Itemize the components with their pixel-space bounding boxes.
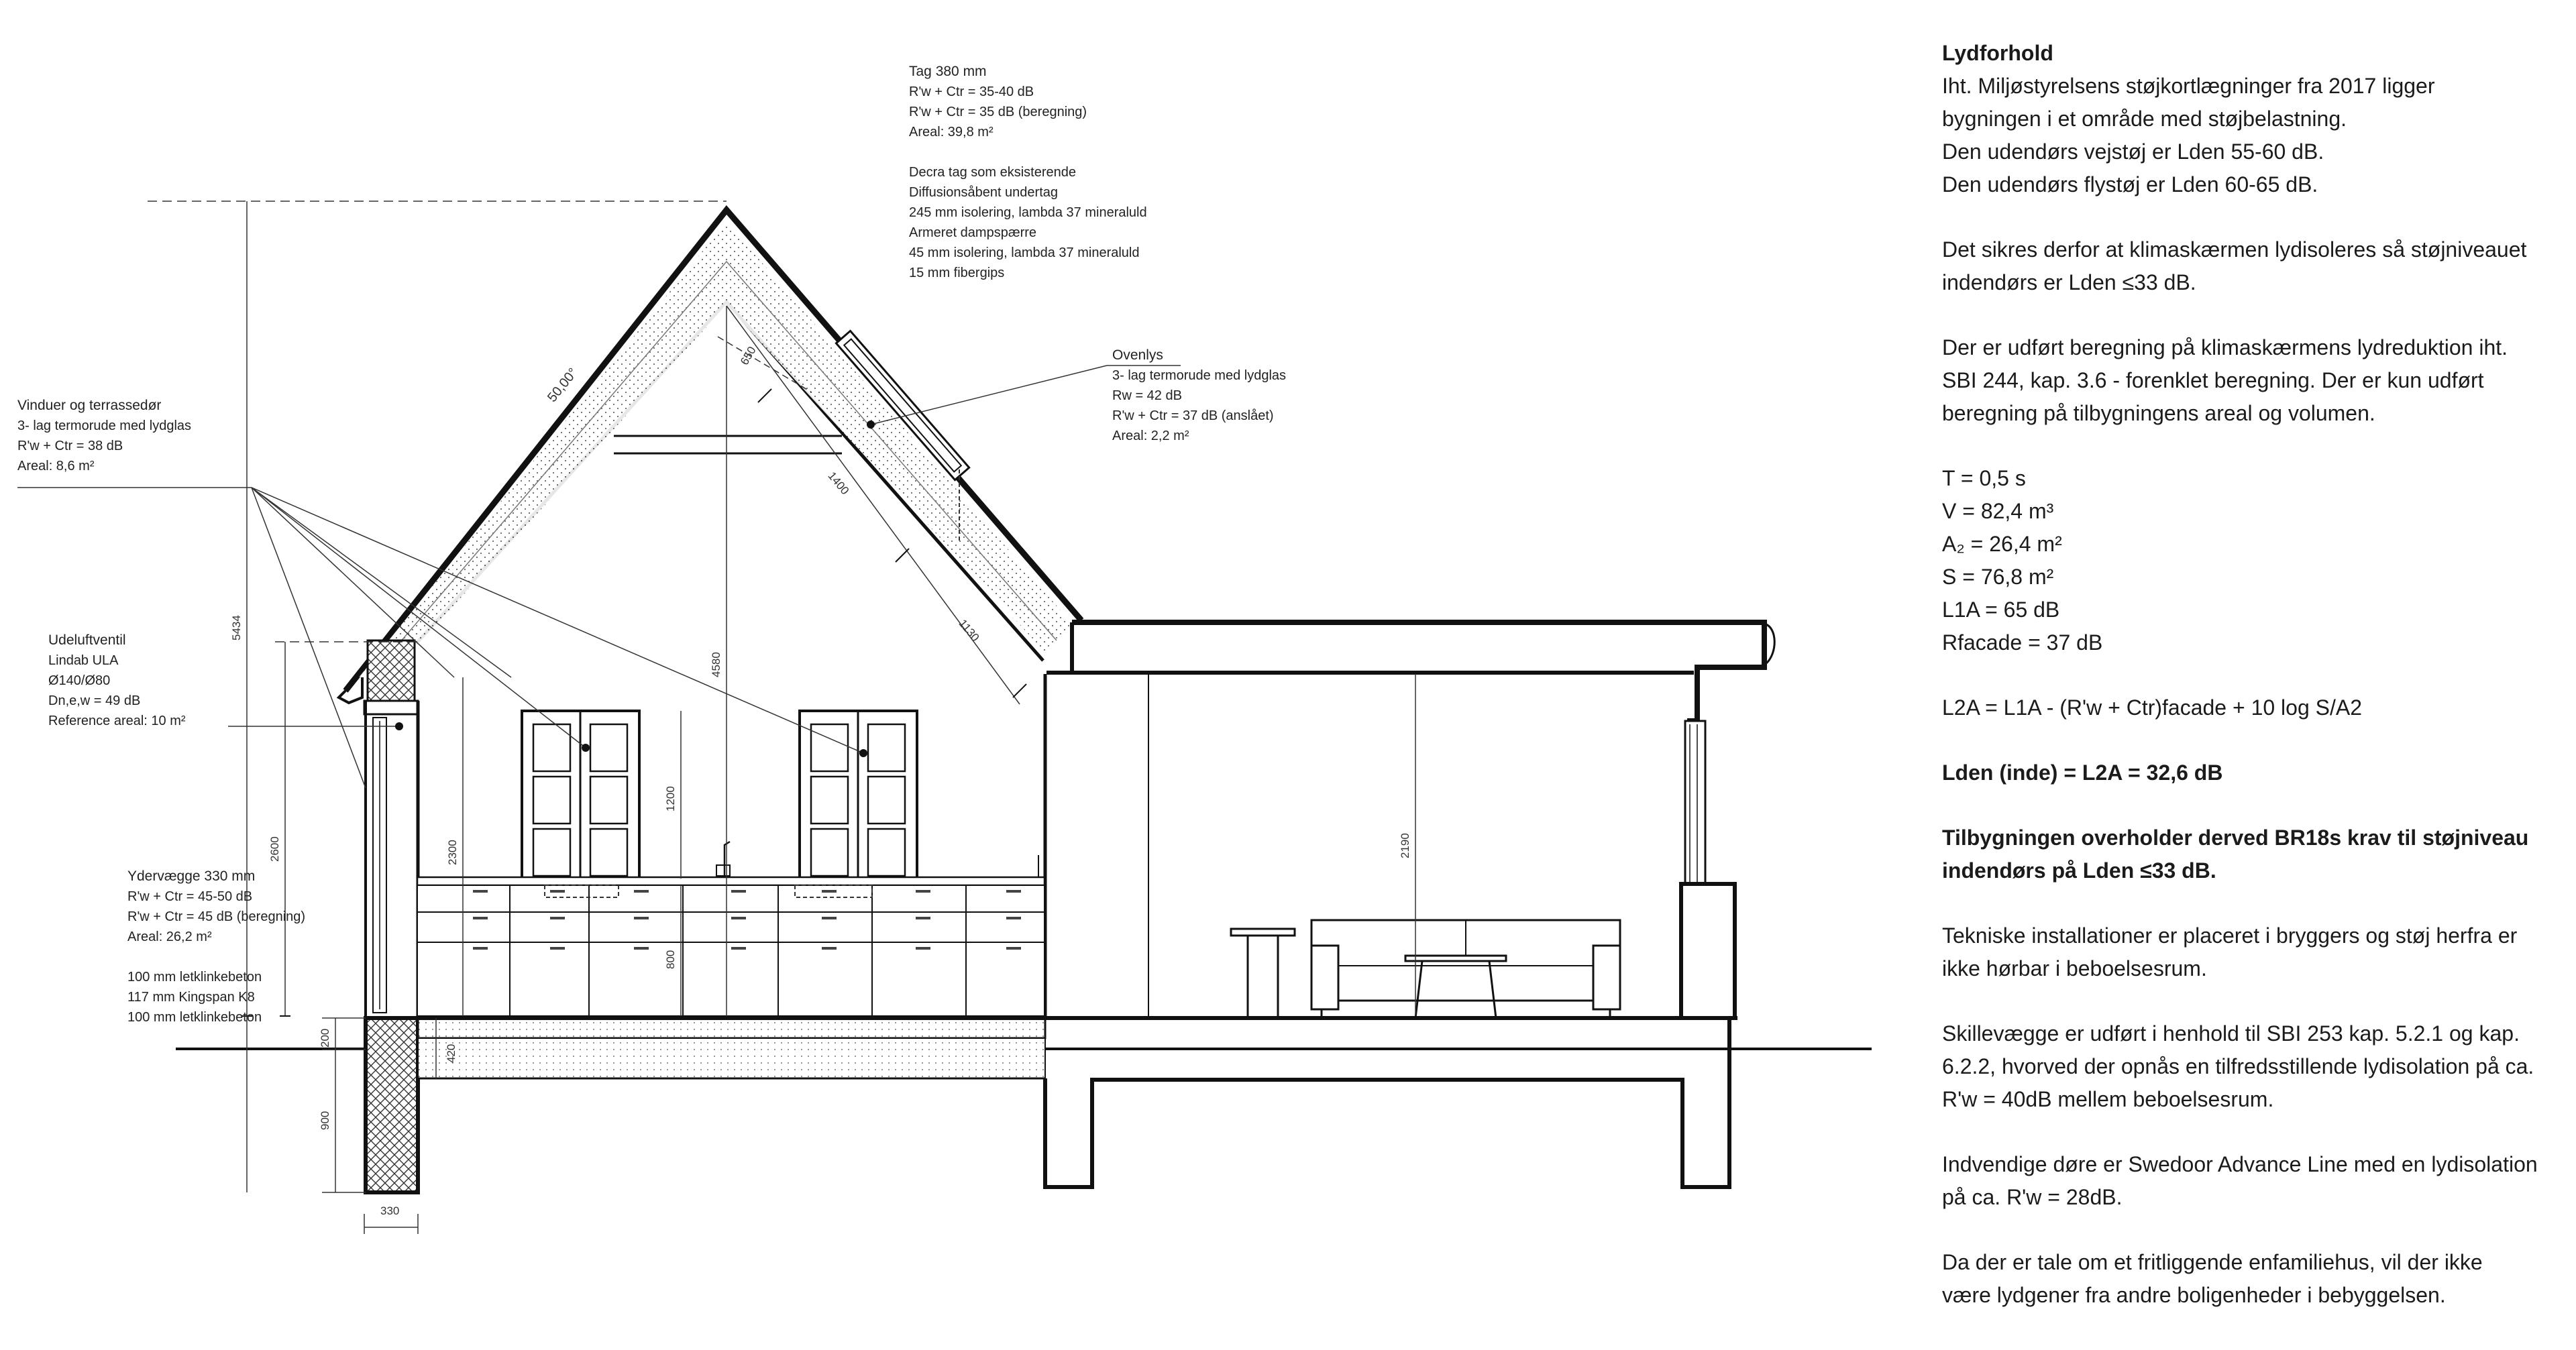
text-p5-1: Skillevægge er udført i henhold til SBI 253 kap. 5.2.1 og kap. — [1942, 1021, 2520, 1046]
dim-420: 420 — [445, 1044, 458, 1063]
text-p2-1: Det sikres derfor at klimaskærmen lydisoleres så støjniveauet — [1942, 237, 2527, 262]
ovenlys-title: Ovenlys — [1112, 347, 1163, 363]
formula-s: S = 76,8 m² — [1942, 565, 2054, 589]
text-p6-2: på ca. R'w = 28dB. — [1942, 1185, 2123, 1209]
label-ydervaegge — [127, 866, 305, 1027]
foundation-left — [366, 1018, 1045, 1192]
formula-a2: A₂ = 26,4 m² — [1942, 532, 2062, 556]
tag-rw1: R'w + Ctr = 35-40 dB — [909, 85, 1034, 99]
text-p7-1: Da der er tale om et fritliggende enfamiliehus, vil der ikke — [1942, 1250, 2483, 1274]
ovenlys-l3: R'w + Ctr = 37 dB (anslået) — [1112, 408, 1274, 423]
dim-5434: 5434 — [230, 615, 243, 640]
vinduer-l2: R'w + Ctr = 38 dB — [17, 439, 123, 453]
text-p1-4: Den udendørs flystøj er Lden 60-65 dB. — [1942, 172, 2318, 196]
text-p3-1: Der er udført beregning på klimaskærmens lydreduktion iht. — [1942, 335, 2508, 359]
udeluft-l4: Reference areal: 10 m² — [48, 714, 186, 728]
collar-beam — [614, 436, 842, 453]
ydervaegge-build-1: 100 mm letklinkebeton — [127, 970, 262, 985]
dim-330: 330 — [380, 1204, 400, 1217]
text-p6-1: Indvendige døre er Swedoor Advance Line med en lydisolation — [1942, 1152, 2538, 1176]
tag-build-5: 45 mm isolering, lambda 37 mineraluld — [909, 245, 1140, 260]
ydervaegge-l2: R'w + Ctr = 45 dB (beregning) — [127, 909, 306, 924]
left-exterior-wall — [364, 640, 418, 1016]
text-heading: Lydforhold — [1942, 41, 2053, 65]
dim-800: 800 — [664, 950, 677, 969]
formula-result: Lden (inde) = L2A = 32,6 dB — [1942, 761, 2223, 785]
tag-rw2: R'w + Ctr = 35 dB (beregning) — [909, 105, 1087, 119]
ovenlys-l4: Areal: 2,2 m² — [1112, 429, 1189, 443]
dim-1200: 1200 — [664, 786, 677, 811]
udeluft-title: Udeluftventil — [48, 632, 126, 648]
ydervaegge-title: Ydervægge 330 mm — [127, 868, 256, 884]
text-p1-3: Den udendørs vejstøj er Lden 55-60 dB. — [1942, 139, 2324, 164]
dim-roof-angle: 50,00° — [545, 365, 581, 405]
text-p3-3: beregning på tilbygningens areal og volumen. — [1942, 401, 2375, 425]
text-p2-2: indendørs er Lden ≤33 dB. — [1942, 270, 2196, 294]
udeluft-l1: Lindab ULA — [48, 653, 119, 668]
label-udeluftventil — [48, 630, 186, 731]
dim-1400: 1400 — [825, 469, 852, 498]
kitchen-cabinets — [417, 842, 1044, 1016]
text-p3-2: SBI 244, kap. 3.6 - forenklet beregning. Der er kun udført — [1942, 368, 2484, 392]
dim-2300: 2300 — [446, 840, 459, 865]
dim-900: 900 — [319, 1111, 331, 1130]
udeluft-l2: Ø140/Ø80 — [48, 673, 111, 688]
ovenlys-l2: Rw = 42 dB — [1112, 388, 1182, 403]
text-conclusion-2: indendørs på Lden ≤33 dB. — [1942, 858, 2216, 883]
tag-build-6: 15 mm fibergips — [909, 266, 1005, 280]
ydervaegge-l3: Areal: 26,2 m² — [127, 930, 212, 944]
furniture-side-table — [1231, 929, 1295, 1018]
ydervaegge-build-3: 100 mm letklinkebeton — [127, 1010, 262, 1025]
formula-v: V = 82,4 m³ — [1942, 499, 2054, 523]
dim-4580: 4580 — [710, 652, 722, 677]
acoustics-text-panel — [1942, 37, 2566, 1344]
vinduer-l3: Areal: 8,6 m² — [17, 459, 95, 473]
text-conclusion-1: Tilbygningen overholder derved BR18s krav til støjniveau — [1942, 826, 2529, 850]
udeluft-l3: Dn,e,w = 49 dB — [48, 693, 141, 708]
dim-2190: 2190 — [1399, 833, 1411, 858]
tag-build-1: Decra tag som eksisterende — [909, 165, 1077, 180]
furniture-sofa — [1311, 920, 1620, 1018]
dim-1130: 1130 — [956, 617, 982, 644]
label-ovenlys — [1112, 345, 1286, 446]
label-tag — [909, 62, 1147, 283]
ydervaegge-build-2: 117 mm Kingspan K8 — [127, 990, 255, 1005]
text-p5-3: R'w = 40dB mellem beboelsesrum. — [1942, 1087, 2274, 1111]
window-left — [522, 711, 639, 879]
tag-build-4: Armeret dampspærre — [909, 225, 1037, 240]
text-p1-2: bygningen i et område med støjbelastning. — [1942, 107, 2347, 131]
tag-build-3: 245 mm isolering, lambda 37 mineraluld — [909, 205, 1147, 220]
formula-l2a: L2A = L1A - (R'w + Ctr)facade + 10 log S/A2 — [1942, 695, 2363, 720]
window-right — [800, 711, 917, 879]
text-p5-2: 6.2.2, hvorved der opnås en tilfredsstillende lydisolation på ca. — [1942, 1054, 2534, 1078]
tag-title: Tag 380 mm — [909, 64, 987, 79]
text-p4-1: Tekniske installationer er placeret i bryggers og støj herfra er — [1942, 923, 2518, 948]
formula-l1a: L1A = 65 dB — [1942, 598, 2060, 622]
label-vinduer — [17, 396, 191, 476]
tag-build-2: Diffusionsåbent undertag — [909, 185, 1059, 200]
text-p7-2: være lydgener fra andre boligenheder i bebyggelsen. — [1942, 1283, 2446, 1307]
text-p1-1: Iht. Miljøstyrelsens støjkortlægninger fra 2017 ligger — [1942, 74, 2435, 98]
formula-t: T = 0,5 s — [1942, 466, 2026, 490]
vinduer-title: Vinduer og terrassedør — [17, 398, 162, 413]
text-p4-2: ikke hørbar i beboelsesrum. — [1942, 956, 2207, 980]
dim-200: 200 — [319, 1028, 331, 1048]
vinduer-l1: 3- lag termorude med lydglas — [17, 418, 192, 433]
tag-areal: Areal: 39,8 m² — [909, 125, 994, 139]
dim-2600: 2600 — [268, 836, 281, 862]
formula-rfacade: Rfacade = 37 dB — [1942, 630, 2103, 655]
ydervaegge-l1: R'w + Ctr = 45-50 dB — [127, 889, 253, 904]
extension-floor — [1045, 1018, 1737, 1187]
ovenlys-l1: 3- lag termorude med lydglas — [1112, 368, 1287, 383]
dim-650: 650 — [738, 344, 759, 368]
extension-right-wall — [1681, 721, 1735, 1018]
